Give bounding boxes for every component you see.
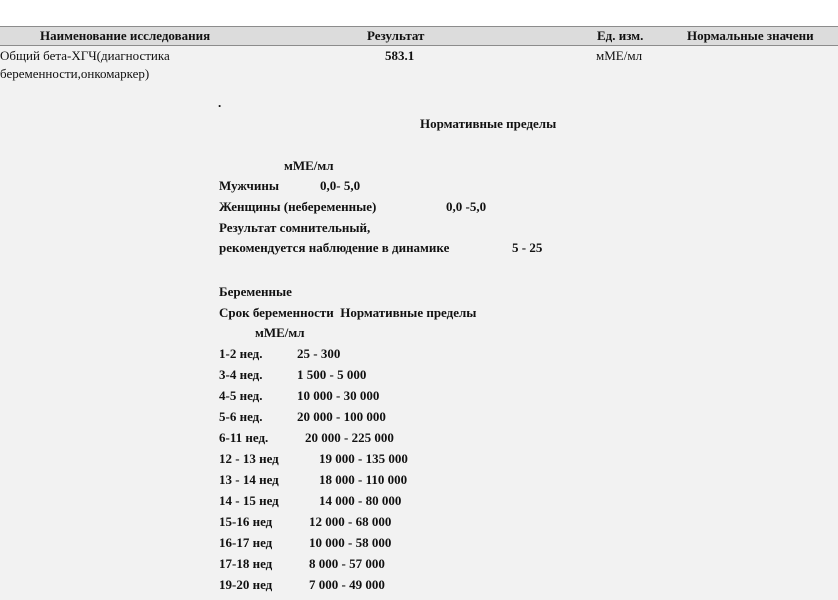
week-range: 18 000 - 110 000 (319, 472, 408, 487)
week-range: 10 000 - 58 000 (309, 535, 392, 550)
pregnancy-table-header: Срок беременности Нормативные пределы (219, 305, 477, 320)
doubtful-line2: рекомендуется наблюдение в динамике (219, 240, 450, 255)
table-header (0, 26, 838, 46)
week-term: 19-20 нед (219, 577, 273, 592)
result-unit: мМЕ/мл (596, 48, 643, 63)
week-range: 20 000 - 225 000 (305, 430, 394, 445)
header-normal-values: Нормальные значени (687, 28, 814, 43)
week-term: 1-2 нед. (219, 346, 263, 361)
men-label: Мужчины (219, 178, 279, 193)
header-test-name: Наименование исследования (40, 28, 211, 43)
results-background (0, 45, 838, 600)
week-range: 12 000 - 68 000 (309, 514, 392, 529)
pregnant-title: Беременные (219, 284, 292, 299)
women-value: 0,0 -5,0 (446, 199, 487, 214)
result-value: 583.1 (385, 48, 415, 63)
week-term: 15-16 нед (219, 514, 273, 529)
men-value: 0,0- 5,0 (320, 178, 361, 193)
header-result: Результат (367, 28, 425, 43)
doubtful-value: 5 - 25 (512, 240, 543, 255)
week-range: 25 - 300 (297, 346, 341, 361)
note-unit: мМЕ/мл (284, 158, 334, 173)
pregnancy-table-unit: мМЕ/мл (255, 325, 305, 340)
week-term: 12 - 13 нед (219, 451, 279, 466)
week-range: 7 000 - 49 000 (309, 577, 385, 592)
week-term: 14 - 15 нед (219, 493, 279, 508)
week-term: 4-5 нед. (219, 388, 263, 403)
week-term: 3-4 нед. (219, 367, 263, 382)
week-range: 14 000 - 80 000 (319, 493, 402, 508)
week-term: 16-17 нед (219, 535, 273, 550)
note-title: Нормативные пределы (420, 116, 557, 131)
week-range: 1 500 - 5 000 (297, 367, 367, 382)
week-range: 20 000 - 100 000 (297, 409, 386, 424)
test-name-line1: Общий бета-ХГЧ(диагностика (0, 48, 170, 63)
week-range: 19 000 - 135 000 (319, 451, 408, 466)
week-term: 13 - 14 нед (219, 472, 279, 487)
note-dot: . (218, 95, 222, 110)
header-unit: Ед. изм. (597, 28, 644, 43)
test-name-line2: беременности,онкомаркер) (0, 66, 150, 81)
week-range: 10 000 - 30 000 (297, 388, 380, 403)
week-range: 8 000 - 57 000 (309, 556, 385, 571)
week-term: 6-11 нед. (219, 430, 269, 445)
women-label: Женщины (небеременные) (219, 199, 377, 214)
doubtful-line1: Результат сомнительный, (219, 220, 371, 235)
week-term: 17-18 нед (219, 556, 273, 571)
week-term: 5-6 нед. (219, 409, 263, 424)
